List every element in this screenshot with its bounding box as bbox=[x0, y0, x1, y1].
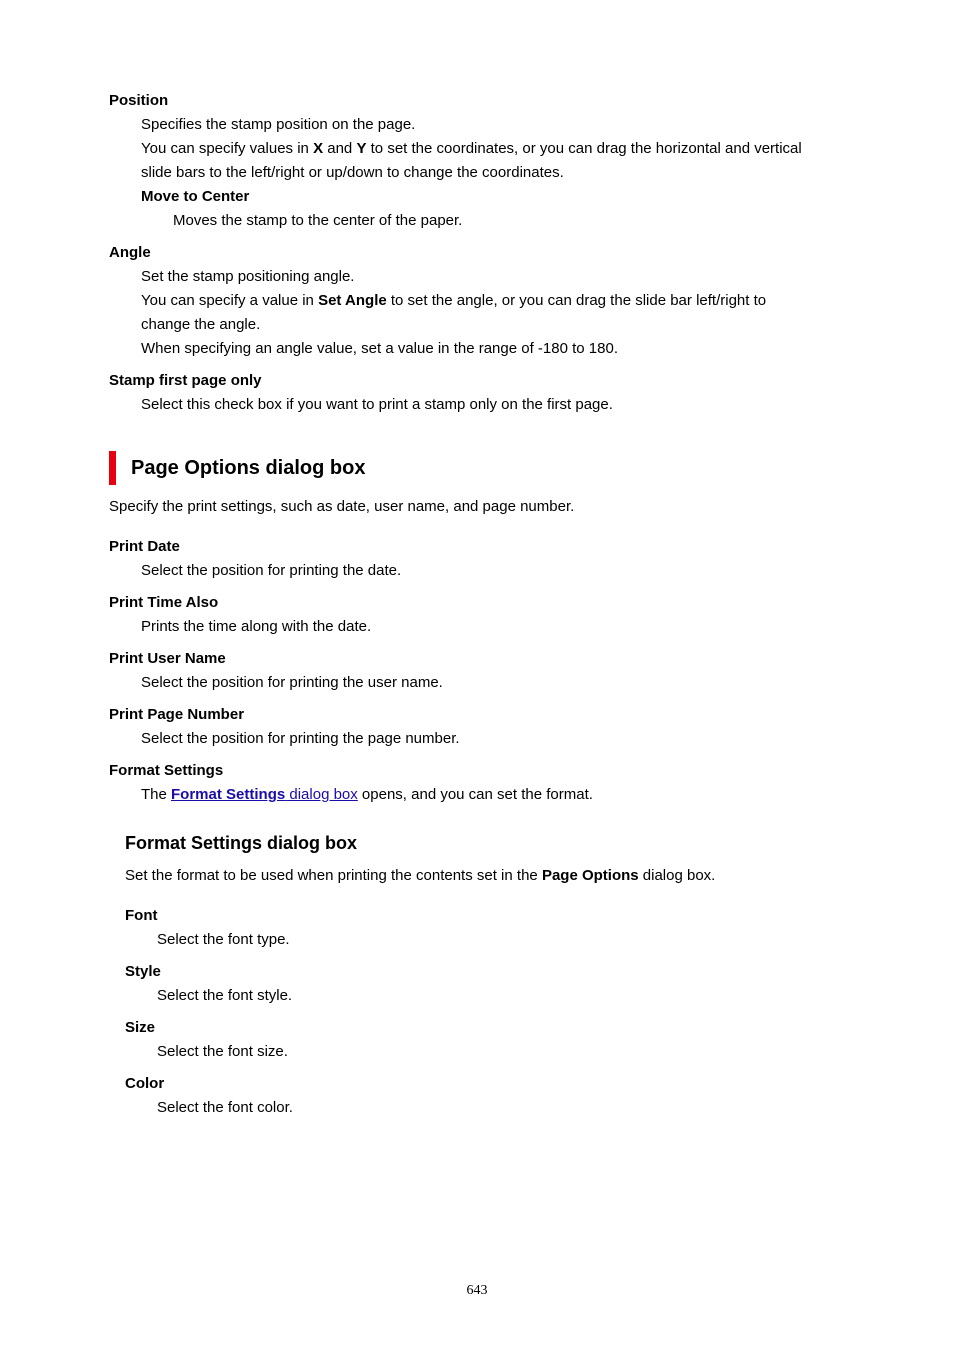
format-settings-dialog-link[interactable]: Format Settings dialog box bbox=[171, 786, 358, 803]
term-size: Size bbox=[125, 1019, 156, 1036]
position-desc-1: Specifies the stamp position on the page. bbox=[141, 116, 416, 133]
term-angle: Angle bbox=[109, 244, 151, 261]
term-print-date: Print Date bbox=[109, 538, 180, 555]
stamp-first-page-desc: Select this check box if you want to print a stamp only on the first page. bbox=[141, 396, 613, 413]
term-position: Position bbox=[109, 92, 169, 109]
term-move-to-center: Move to Center bbox=[141, 188, 250, 205]
print-date-desc: Select the position for printing the date. bbox=[141, 562, 402, 579]
print-time-also-desc: Prints the time along with the date. bbox=[141, 618, 372, 635]
term-font: Font bbox=[125, 907, 158, 924]
section-accent-bar bbox=[109, 451, 116, 485]
style-desc: Select the font style. bbox=[157, 987, 293, 1004]
position-desc-2: You can specify values in X and Y to set the coordinates, or you can drag the horizontal and vertical bbox=[141, 140, 802, 157]
term-print-user-name: Print User Name bbox=[109, 650, 226, 667]
page-options-heading: Page Options dialog box bbox=[131, 457, 366, 479]
print-page-number-desc: Select the position for printing the page number. bbox=[141, 730, 460, 747]
size-desc: Select the font size. bbox=[157, 1043, 288, 1060]
font-desc: Select the font type. bbox=[157, 931, 290, 948]
page-options-intro: Specify the print settings, such as date, user name, and page number. bbox=[109, 498, 575, 515]
format-settings-heading: Format Settings dialog box bbox=[125, 833, 358, 853]
move-to-center-desc: Moves the stamp to the center of the paper. bbox=[173, 212, 463, 229]
term-print-time-also: Print Time Also bbox=[109, 594, 219, 611]
term-style: Style bbox=[125, 963, 161, 980]
format-settings-desc: The Format Settings dialog box opens, and you can set the format. bbox=[141, 786, 593, 803]
page-number: 643 bbox=[466, 1283, 488, 1298]
position-desc-3: slide bars to the left/right or up/down to change the coordinates. bbox=[141, 164, 564, 181]
term-format-settings: Format Settings bbox=[109, 762, 224, 779]
angle-desc-3: change the angle. bbox=[141, 316, 261, 333]
color-desc: Select the font color. bbox=[157, 1099, 293, 1116]
format-settings-intro: Set the format to be used when printing the contents set in the Page Options dialog box. bbox=[125, 867, 716, 884]
angle-desc-2: You can specify a value in Set Angle to set the angle, or you can drag the slide bar left/right to bbox=[141, 292, 767, 309]
print-user-name-desc: Select the position for printing the user name. bbox=[141, 674, 443, 691]
term-color: Color bbox=[125, 1075, 165, 1092]
term-print-page-number: Print Page Number bbox=[109, 706, 245, 723]
angle-desc-1: Set the stamp positioning angle. bbox=[141, 268, 355, 285]
angle-desc-4: When specifying an angle value, set a value in the range of -180 to 180. bbox=[141, 340, 618, 357]
term-stamp-first-page-only: Stamp first page only bbox=[109, 372, 262, 389]
